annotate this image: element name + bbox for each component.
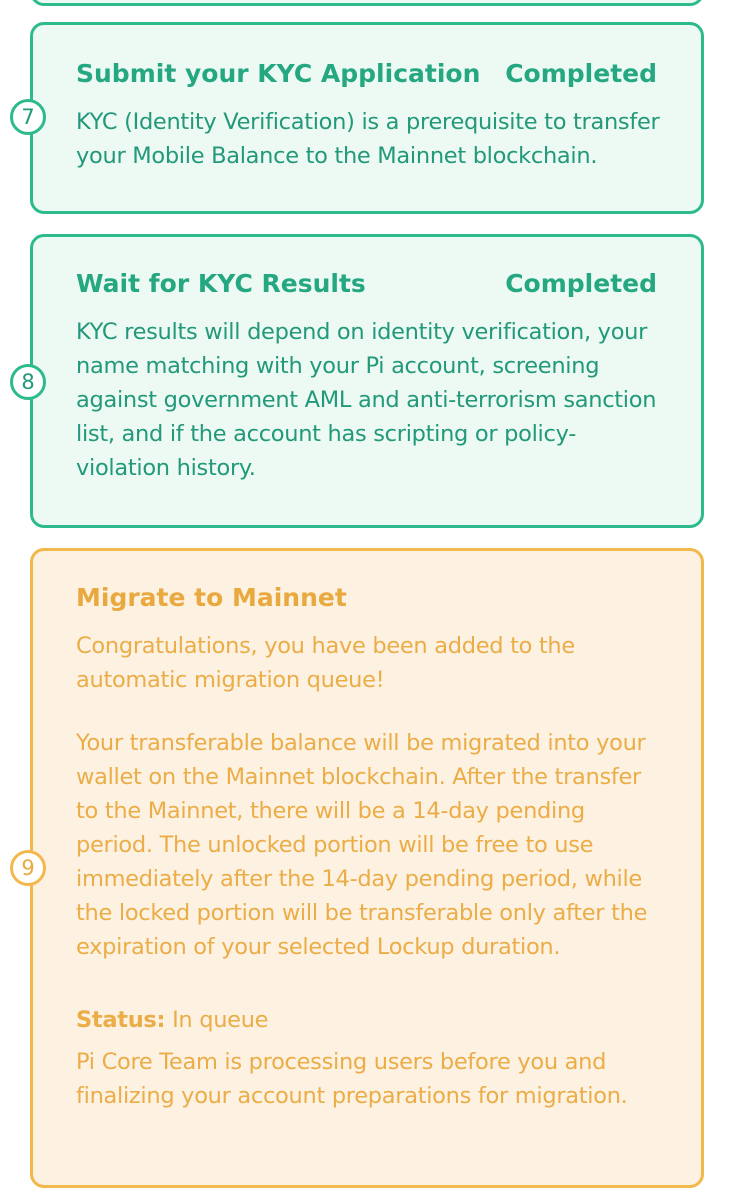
step-description: KYC (Identity Verification) is a prerequisite to transfer your Mobile Balance to the Mainnet blockchain.: [76, 109, 660, 169]
step-number-badge: 7: [10, 99, 46, 135]
step-title-row: [76, 581, 657, 615]
queue-message: Congratulations, you have been added to the automatic migration queue!: [76, 633, 575, 693]
step-status: Completed: [505, 269, 657, 298]
step-card-kyc-application: [30, 22, 704, 214]
migration-description: Your transferable balance will be migrated into your wallet on the Mainnet blockchain. After the transfer to the Mainnet, there will be a 14-day pending period. The unlocked portion will be free to use immediately after the 14-day pending period, while the locked portion will be transferable only after the expiration of your selected Lockup duration.: [76, 730, 648, 960]
status-line: [76, 1003, 665, 1037]
step-title: Wait for KYC Results: [76, 269, 366, 298]
step-title-row: [76, 267, 657, 301]
step-title: Migrate to Mainnet: [76, 583, 347, 612]
step-title-row: [76, 57, 657, 91]
step-card-migrate-mainnet: [30, 548, 704, 1188]
processing-message: Pi Core Team is processing users before you and finalizing your account preparations for migration.: [76, 1049, 628, 1109]
step-number-badge: 9: [10, 850, 46, 886]
step-number-badge: 8: [10, 364, 46, 400]
step-status: Completed: [505, 59, 657, 88]
step-card-kyc-results: [30, 234, 704, 528]
status-label: Status:: [76, 1007, 166, 1033]
step-description: KYC results will depend on identity verification, your name matching with your Pi account, screening against government AML and anti-terrorism sanction list, and if the account has scripting or policy-violation history.: [76, 319, 657, 481]
status-value: In queue: [172, 1007, 269, 1033]
step-title: Submit your KYC Application: [76, 59, 481, 88]
previous-step-card: [30, 0, 704, 6]
